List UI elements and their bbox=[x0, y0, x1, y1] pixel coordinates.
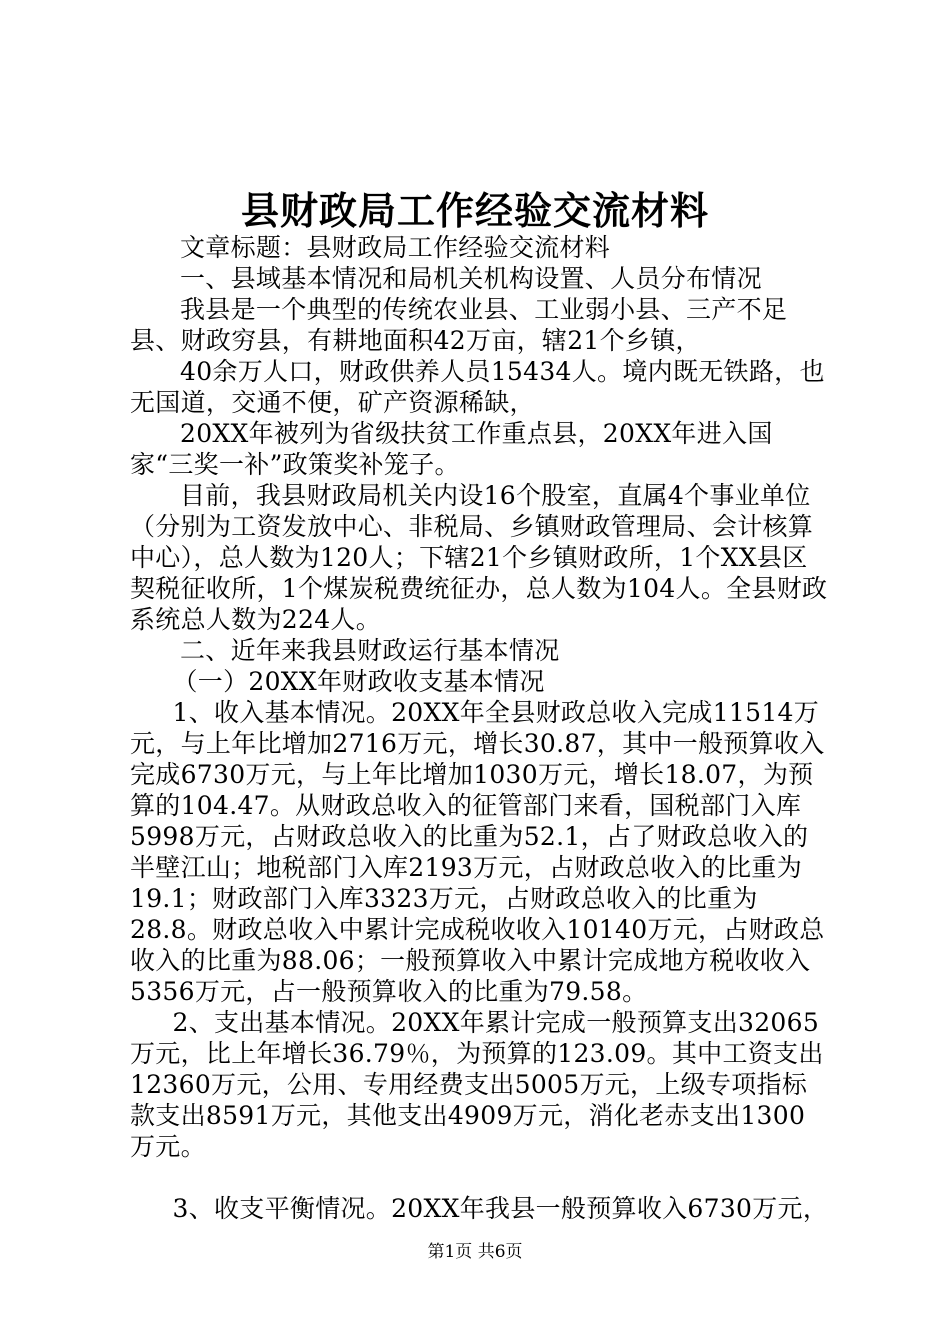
document-title: 县财政局工作经验交流材料 bbox=[240, 189, 709, 233]
paragraph-expenditure: 2、支出基本情况。20XX年累计完成一般预算支出32065万元，比上年增长36.79％，为预算的123.09。其中工资支出12360万元，公用、专用经费支出5005万元，上级专项指标款支出8591万元，其他支出4909万元，消化老赤支出1300万元。 bbox=[130, 1008, 824, 1161]
paragraph-poverty-status: 20XX年被列为省级扶贫工作重点县，20XX年进入国家“三奖一补”政策奖补笼子。 bbox=[130, 419, 773, 479]
paragraph-staffing: 目前，我县财政局机关内设16个股室，直属4个事业单位（分别为工资发放中心、非税局、乡镇财政管理局、会计核算中心），总人数为120人；下辖21个乡镇财政所，1个XX县区契税征收所，1个煤炭税费统征办，总人数为104人。全县财政系统总人数为224人。 bbox=[130, 481, 828, 634]
paragraph-subsection-1-heading: （一）20XX年财政收支基本情况 bbox=[172, 667, 545, 696]
paragraph-balance: 3、收支平衡情况。20XX年我县一般预算收入6730万元， bbox=[172, 1194, 829, 1223]
paragraph-article-title: 文章标题：县财政局工作经验交流材料 bbox=[180, 233, 611, 262]
paragraph-population: 40余万人口，财政供养人员15434人。境内既无铁路，也无国道，交通不便，矿产资源稀缺， bbox=[130, 357, 825, 417]
page-number: 第1页 共6页 bbox=[427, 1242, 523, 1262]
paragraph-section-2-heading: 二、近年来我县财政运行基本情况 bbox=[180, 636, 560, 665]
document-body bbox=[130, 232, 830, 1224]
paragraph-section-1-heading: 一、县域基本情况和局机关机构设置、人员分布情况 bbox=[180, 264, 762, 293]
paragraph-county-overview: 我县是一个典型的传统农业县、工业弱小县、三产不足县、财政穷县，有耕地面积42万亩，辖21个乡镇， bbox=[130, 295, 788, 355]
paragraph-revenue: 1、收入基本情况。20XX年全县财政总收入完成11514万元，与上年比增加2716万元，增长30.87，其中一般预算收入完成6730万元，与上年比增加1030万元，增长18.07，为预算的104.47。从财政总收入的征管部门来看，国税部门入库5998万元，占财政总收入的比重为52.1，占了财政总收入的半壁江山；地税部门入库2193万元，占财政总收入的比重为19.1；财政部门入库3323万元，占财政总收入的比重为28.8。财政总收入中累计完成税收收入10140万元，占财政总收入的比重为88.06；一般预算收入中累计完成地方税收收入5356万元，占一般预算收入的比重为79.58。 bbox=[130, 698, 825, 1006]
